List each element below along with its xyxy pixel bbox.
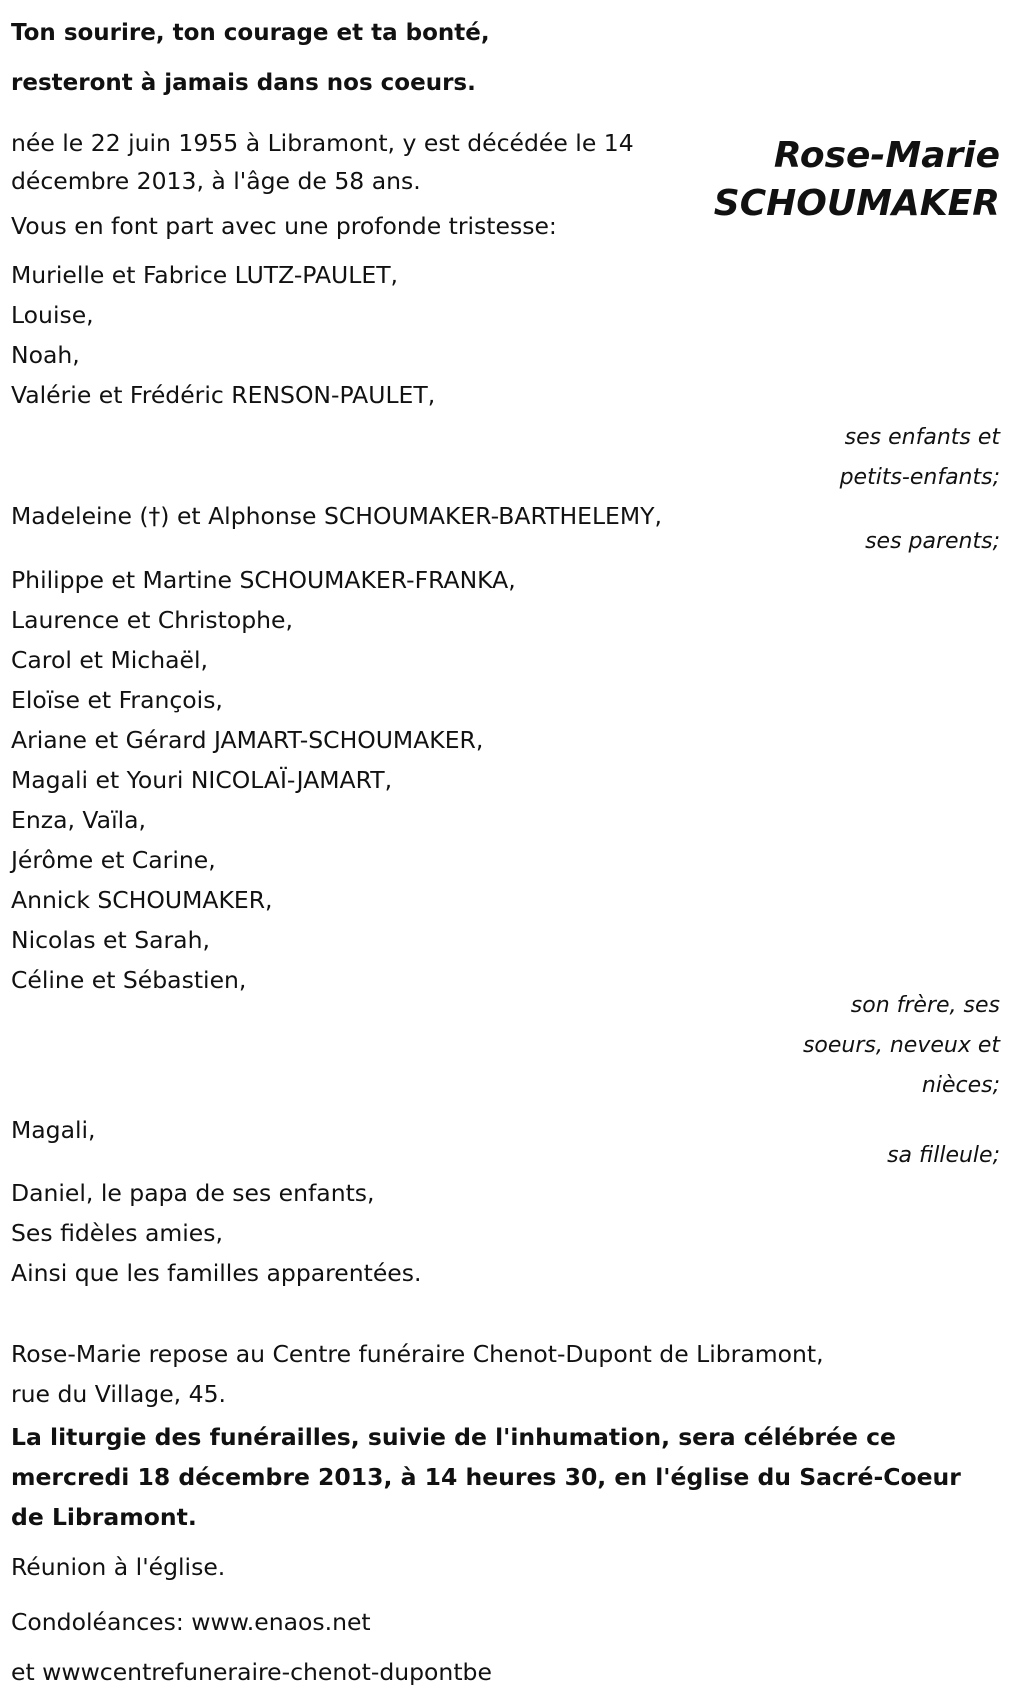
siblings-relation [700,986,1000,1106]
announcement-text: Vous en font part avec une profonde tristesse: [11,212,557,240]
siblings-list [11,560,516,1000]
relation-line: ses parents; [865,529,1000,554]
family-name-line: Annick SCHOUMAKER, [11,886,273,914]
relation-line: sa filleule; [887,1143,1000,1168]
liturgy-line-3: de Libramont. [11,1503,197,1531]
deceased-name [700,132,1000,228]
epitaph-line-2: resteront à jamais dans nos coeurs. [11,70,476,96]
repose-info [11,1334,824,1414]
parents-relation [700,522,1000,562]
birth-death-line-1: née le 22 juin 1955 à Libramont, y est décédée le 14 [11,129,634,157]
family-name-line: Carol et Michaël, [11,646,208,674]
children-list [11,255,435,415]
family-name-line: Louise, [11,301,94,329]
family-name-line: Valérie et Frédéric RENSON-PAULET, [11,381,436,409]
family-name-line: Ses fidèles amies, [11,1219,223,1247]
family-name-line: Eloïse et François, [11,686,223,714]
condolences-info [11,1597,492,1697]
relation-line: soeurs, neveux et [802,1033,1000,1058]
epitaph [11,8,991,108]
liturgy-line-1: La liturgie des funérailles, suivie de l'inhumation, sera célébrée ce [11,1423,896,1451]
parents-list [11,496,662,536]
liturgy-line-2: mercredi 18 décembre 2013, à 14 heures 30, en l'église du Sacré-Coeur [11,1463,961,1491]
liturgy-info [11,1417,961,1537]
birth-death-line-2: décembre 2013, à l'âge de 58 ans. [11,167,421,195]
deceased-last-name: SCHOUMAKER [713,183,1000,224]
family-name-line: Magali, [11,1116,96,1144]
relation-line: petits-enfants; [839,465,1000,490]
family-name-line: Madeleine (†) et Alphonse SCHOUMAKER-BARTHELEMY, [11,502,663,530]
reunion-info [11,1547,225,1587]
deceased-first-name: Rose-Marie [773,135,1000,176]
condolences-line-2: et wwwcentrefuneraire-chenot-dupontbe [11,1658,492,1686]
family-name-line: Noah, [11,341,80,369]
children-relation [700,418,1000,498]
family-name-line: Jérôme et Carine, [11,846,216,874]
others-list [11,1173,421,1293]
repose-line-1: Rose-Marie repose au Centre funéraire Chenot-Dupont de Libramont, [11,1340,824,1368]
family-name-line: Daniel, le papa de ses enfants, [11,1179,375,1207]
family-name-line: Philippe et Martine SCHOUMAKER-FRANKA, [11,566,516,594]
repose-line-2: rue du Village, 45. [11,1380,226,1408]
family-name-line: Enza, Vaïla, [11,806,146,834]
condolences-line-1: Condoléances: www.enaos.net [11,1608,371,1636]
family-name-line: Céline et Sébastien, [11,966,247,994]
family-name-line: Murielle et Fabrice LUTZ-PAULET, [11,261,399,289]
reunion-text: Réunion à l'église. [11,1553,226,1581]
family-name-line: Laurence et Christophe, [11,606,293,634]
family-name-line: Ainsi que les familles apparentées. [11,1259,422,1287]
family-name-line: Ariane et Gérard JAMART-SCHOUMAKER, [11,726,484,754]
goddaughter-list [11,1110,96,1150]
relation-line: ses enfants et [844,425,1000,450]
epitaph-line-1: Ton sourire, ton courage et ta bonté, [11,20,490,46]
goddaughter-relation [700,1136,1000,1176]
family-name-line: Magali et Youri NICOLAÏ-JAMART, [11,766,393,794]
relation-line: nièces; [921,1073,1000,1098]
birth-death-info [11,124,634,200]
family-name-line: Nicolas et Sarah, [11,926,210,954]
relation-line: son frère, ses [850,993,1000,1018]
announcement [11,206,557,246]
